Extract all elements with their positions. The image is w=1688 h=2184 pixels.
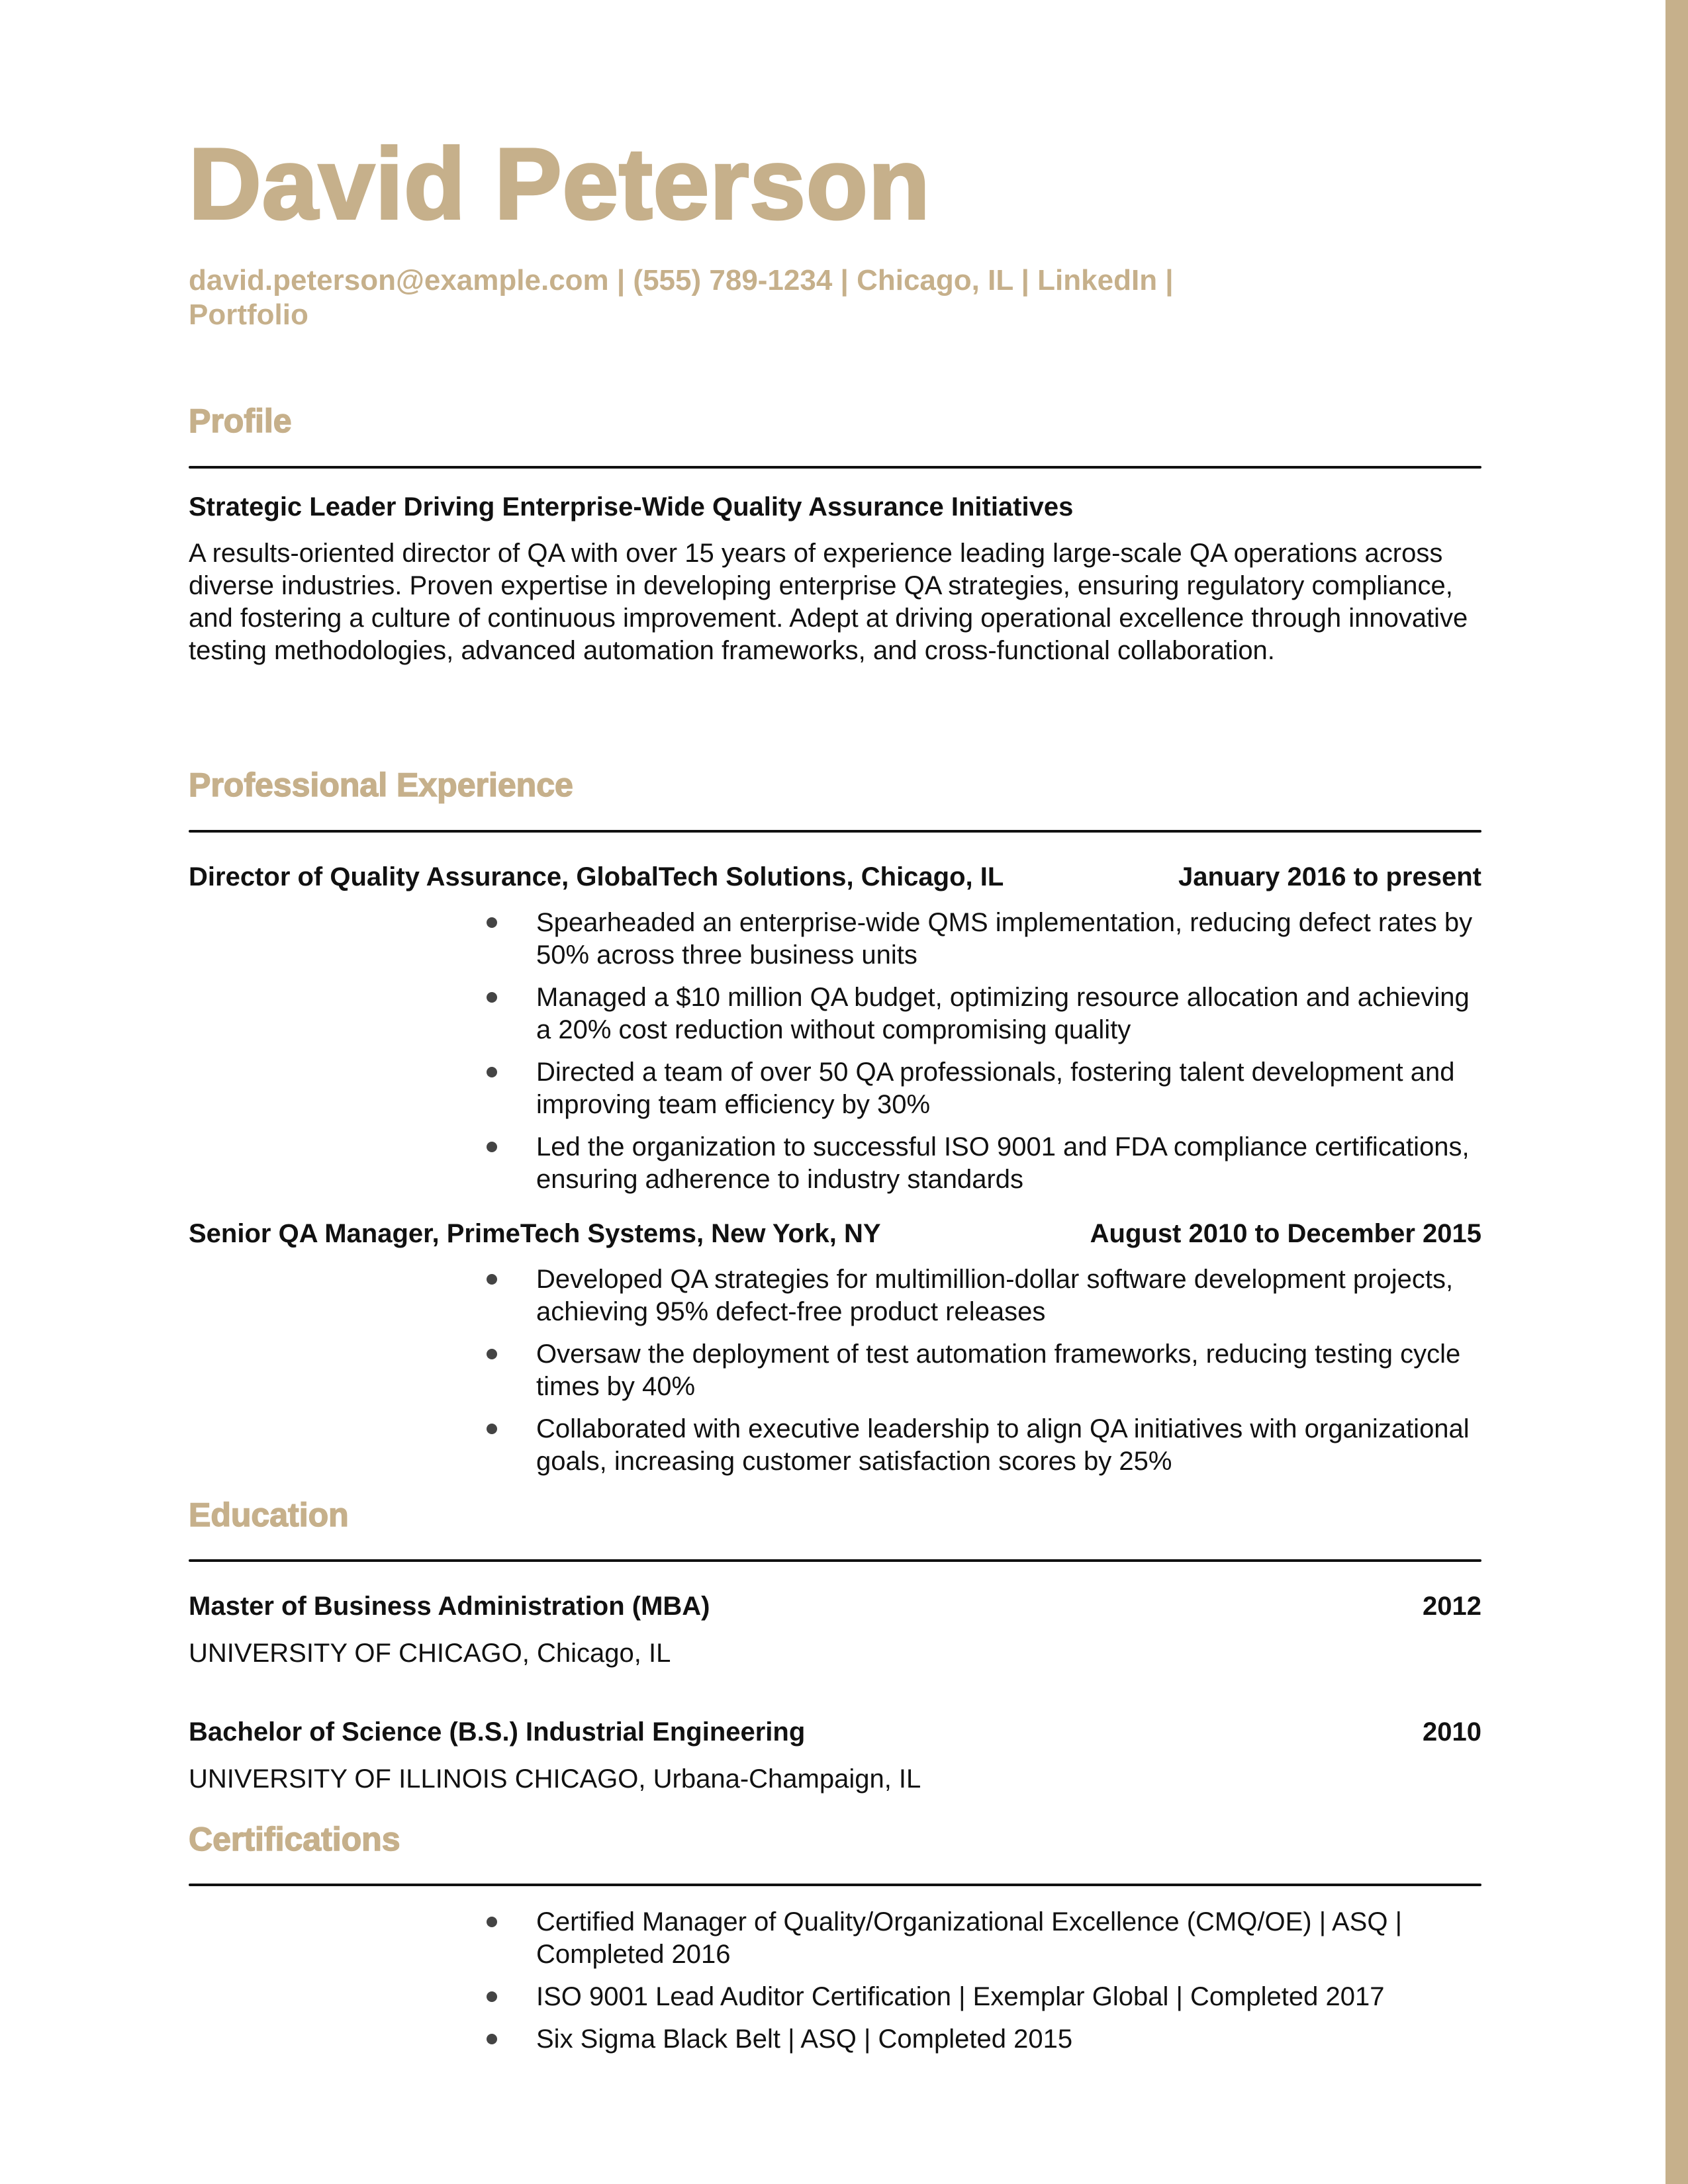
list-item: Managed a $10 million QA budget, optimizing resource allocation and achieving a 20% cost reduction without compromising quality [487, 981, 1481, 1046]
list-item: Oversaw the deployment of test automation frameworks, reducing testing cycle times by 40% [487, 1338, 1481, 1403]
certifications-heading: Certifications [189, 1821, 400, 1858]
school-name: UNIVERSITY OF ILLINOIS CHICAGO, Urbana-Champaign, IL [189, 1764, 921, 1794]
job-title: Senior QA Manager, PrimeTech Systems, New York, NY [189, 1219, 881, 1248]
profile-heading: Profile [189, 402, 292, 439]
degree-header [189, 1717, 1481, 1747]
education-heading: Education [189, 1496, 349, 1533]
experience-divider [189, 830, 1481, 833]
degree-name: Master of Business Administration (MBA) [189, 1592, 710, 1621]
profile-headline: Strategic Leader Driving Enterprise-Wide Quality Assurance Initiatives [189, 492, 1074, 522]
profile-summary: A results-oriented director of QA with over 15 years of experience leading large-scale QA operations across diverse industries. Proven expertise in developing enterprise QA strategies, ensuring regulatory compliance, and fostering a culture of continuous improvement. Adept at driving operational excellence through innovative testing methodologies, advanced automation frameworks, and cross-functional collaboration. [189, 539, 1468, 665]
school-name: UNIVERSITY OF CHICAGO, Chicago, IL [189, 1639, 671, 1668]
job-bullets [487, 1263, 1481, 1488]
candidate-name: David Peterson [189, 128, 931, 240]
certifications-divider [189, 1884, 1481, 1886]
list-item: Developed QA strategies for multimillion-dollar software development projects, achieving 95% defect-free product releases [487, 1263, 1481, 1328]
education-divider [189, 1559, 1481, 1562]
job-title: Director of Quality Assurance, GlobalTech Solutions, Chicago, IL [189, 862, 1004, 891]
job-header [189, 862, 1481, 892]
degree-name: Bachelor of Science (B.S.) Industrial Engineering [189, 1717, 806, 1747]
contact-line-2: Portfolio [189, 298, 308, 331]
contact-line-1: david.peterson@example.com | (555) 789-1234 | Chicago, IL | LinkedIn | [189, 264, 1174, 296]
job-dates: August 2010 to December 2015 [1090, 1219, 1481, 1248]
list-item: Certified Manager of Quality/Organizational Excellence (CMQ/OE) | ASQ | Completed 2016 [487, 1906, 1481, 1971]
profile-divider [189, 466, 1481, 469]
degree-year: 2010 [1423, 1717, 1481, 1747]
list-item: Spearheaded an enterprise-wide QMS implementation, reducing defect rates by 50% across three business units [487, 907, 1481, 972]
degree-year: 2012 [1423, 1592, 1481, 1621]
list-item: Collaborated with executive leadership to align QA initiatives with organizational goals, increasing customer satisfaction scores by 25% [487, 1413, 1481, 1478]
list-item: Six Sigma Black Belt | ASQ | Completed 2015 [487, 2023, 1481, 2056]
degree-header [189, 1592, 1481, 1621]
decorative-side-bar [1665, 0, 1688, 2184]
list-item: ISO 9001 Lead Auditor Certification | Exemplar Global | Completed 2017 [487, 1981, 1481, 2013]
list-item: Directed a team of over 50 QA professionals, fostering talent development and improving team efficiency by 30% [487, 1056, 1481, 1121]
job-bullets [487, 907, 1481, 1206]
job-dates: January 2016 to present [1178, 862, 1481, 891]
job-header [189, 1219, 1481, 1249]
experience-heading: Professional Experience [189, 766, 573, 803]
contact-info [189, 263, 1420, 332]
certification-list [487, 1906, 1481, 2066]
list-item: Led the organization to successful ISO 9001 and FDA compliance certifications, ensuring adherence to industry standards [487, 1131, 1481, 1196]
